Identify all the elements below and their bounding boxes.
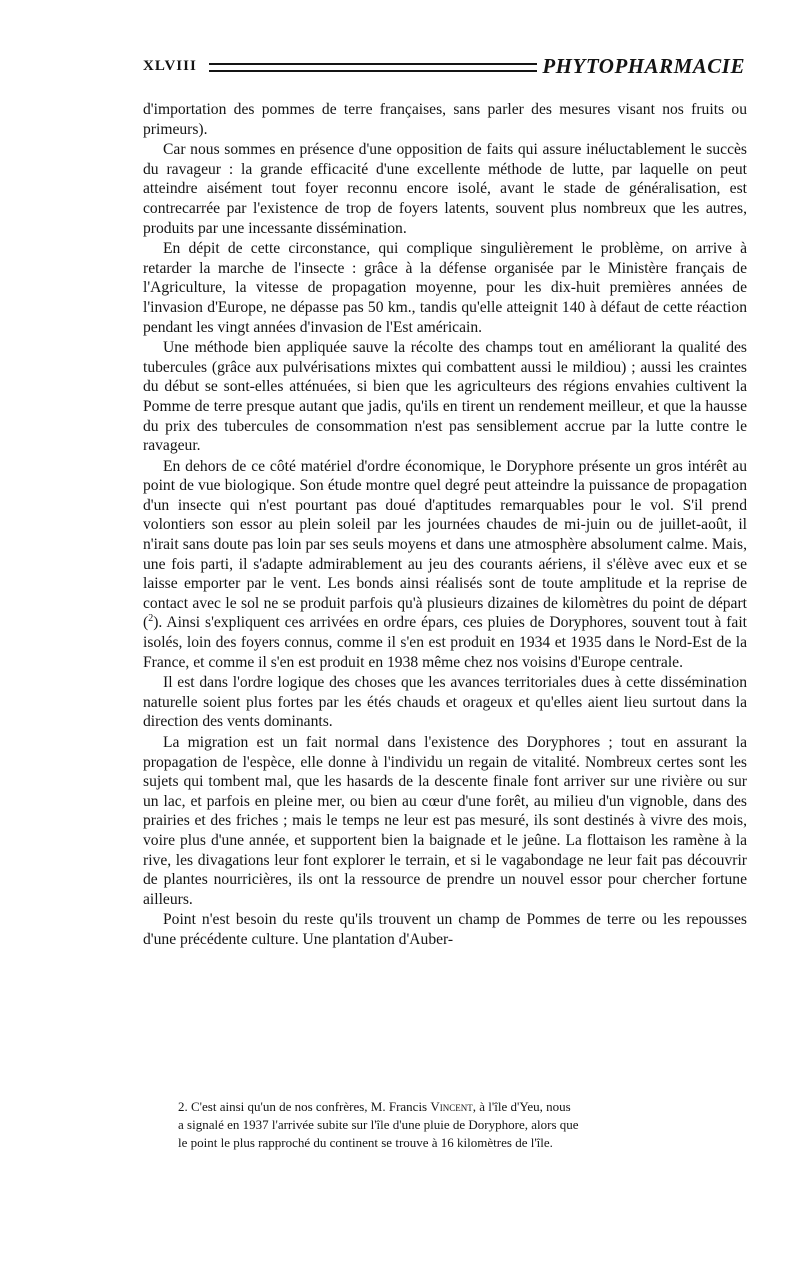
paragraph: Une méthode bien appliquée sauve la récolte des champs tout en améliorant la qualité des tubercules (grâce aux pulvérisations mixtes qui combattent aussi le mildiou) ; aussi les craintes du début se sont-elles atténuées, si bien que les agriculteurs des régions envahies cultivent la Pomme de terre presque autant que jadis, qu'ils en tirent un rendement meilleur, et que la hausse du prix des tubercules de consommation n'est pas sensiblement accrue par la lutte contre le ravageur. [143, 339, 747, 455]
footnote-line: le point le plus rapproché du continent se trouve à 16 kilomètres de l'île. [178, 1135, 553, 1150]
running-head [143, 54, 745, 84]
paragraph-text: ). Ainsi s'expliquent ces arrivées en ordre épars, ces pluies de Doryphores, souvent tout à fait isolés, loin des foyers connus, comme il s'en est produit en 1934 et 1935 dans le Nord-Est de la France, et comme il s'en est produit en 1938 même chez nos voisins d'Europe centrale. [143, 614, 747, 671]
body-text [143, 100, 747, 951]
footnote [160, 1098, 747, 1152]
paragraph-text: En dehors de ce côté matériel d'ordre économique, le Doryphore présente un gros intérêt au point de vue biologique. Son étude montre quel degré peut atteindre la puissance de propagation d'un insecte qui n'est pourtant pas doué d'aptitudes remarquables pour le vol. S'il prend volontiers son essor au plein soleil par les journées chaudes de mi-juin ou de juillet-août, il n'irait sans doute pas loin par ses seuls moyens et dans une atmosphère absolument calme. Mais, une fois parti, il s'adapte admirablement au jeu des courants aériens, il s'élève avec eux et se laisse emporter par le vent. Les bonds ainsi réalisés sont de toute amplitude et la reprise de contact avec le sol ne se produit parfois qu'à plusieurs dizaines de kilomètres du point de départ ( [143, 457, 747, 632]
footnote-text: , à l'île d'Yeu, nous [472, 1099, 571, 1114]
paragraph: d'importation des pommes de terre françaises, sans parler des mesures visant nos fruits ou primeurs). [143, 101, 747, 138]
header-rule [209, 63, 537, 65]
paragraph: En dépit de cette circonstance, qui complique singulièrement le problème, on arrive à retarder la marche de l'insecte : grâce à la défense organisée par le Ministère français de l'Agriculture, la vitesse de propagation moyenne, pour les dix-huit premières années de l'invasion d'Europe, ne dépasse pas 50 km., tandis qu'elle atteignit 140 à défaut de cette réaction pendant les vingt années d'invasion de l'Est américain. [143, 240, 747, 336]
footnote-text: 2. C'est ainsi qu'un de nos confrères, M. Francis [178, 1099, 428, 1114]
paragraph: Car nous sommes en présence d'une opposition de faits qui assure inéluctablement le succès du ravageur : la grande efficacité d'une excellente méthode de lutte, par laquelle on peut atteindre aisément tout foyer reconnu encore isolé, avant le stade de généralisation, est contrecarrée par l'existence de trop de foyers latents, souvent plus nombreux que les autres, produits par une incessante dissémination. [143, 141, 747, 237]
footnote-line [160, 1098, 747, 1116]
author-name: Vincent [430, 1099, 473, 1114]
paragraph: Il est dans l'ordre logique des choses que les avances territoriales dues à cette dissémination naturelle soient plus fortes par les étés chauds et orageux et qu'elles aient lieu surtout dans la direction des vents dominants. [143, 674, 747, 731]
paragraph [143, 457, 747, 673]
header-rule [209, 70, 537, 72]
paragraph: La migration est un fait normal dans l'existence des Doryphores ; tout en assurant la propagation de l'espèce, elle donne à l'individu un regain de vitalité. Nombreux certes sont les sujets qui tombent mal, que les hasards de la descente finale font arriver sur une rivière ou sur un lac, et parfois en pleine mer, ou bien au cœur d'une forêt, au milieu d'un vignoble, dans des prairies et des friches ; mais le temps ne leur est pas mesuré, ils sont destinés à vivre des mois, voire plus d'une année, et supportent bien la baignade et le jeûne. La flottaison les ramène à la rive, les divagations leur font explorer le terrain, et si le vagabondage ne leur fait pas découvrir de plantes nourricières, ils ont la ressource de prendre un nouvel essor pour chercher fortune ailleurs. [143, 734, 747, 908]
footnote-reference: 2 [148, 613, 154, 625]
journal-title: PHYTOPHARMACIE [542, 54, 745, 78]
paragraph: Point n'est besoin du reste qu'ils trouvent un champ de Pommes de terre ou les repousses d'une précédente culture. Une plantation d'Auber- [143, 911, 747, 948]
page-number: XLVIII [143, 58, 197, 74]
footnote-line: a signalé en 1937 l'arrivée subite sur l'île d'une pluie de Doryphore, alors que [178, 1117, 579, 1132]
